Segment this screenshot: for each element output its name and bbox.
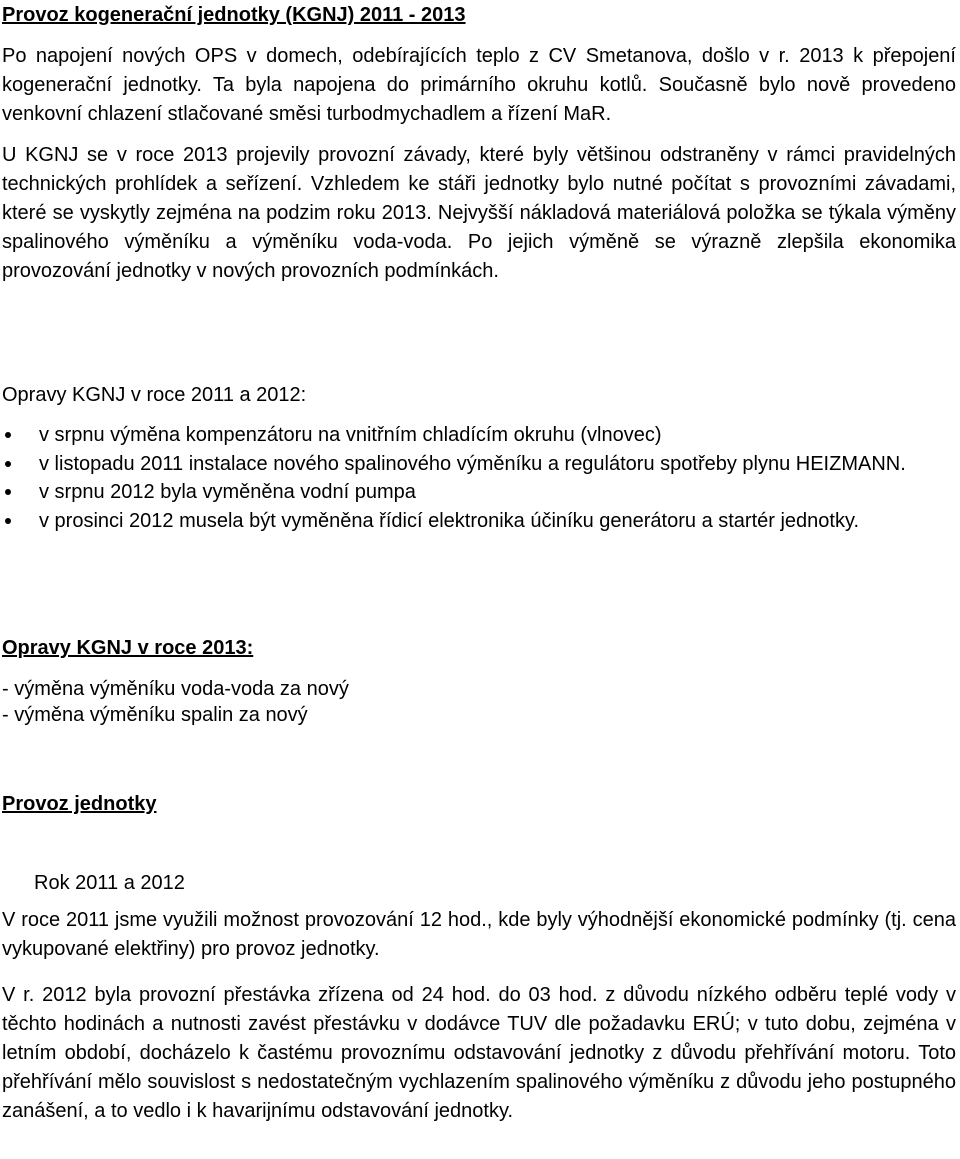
intro-text-1: Po napojení nových OPS v domech, odebírajících teplo z CV Smetanova, došlo v r. 2013 k přepojení kogenerační jednotky. Ta byla napojena do primárního okruhu kotlů. Současně bylo nově provedeno venkovní chlazení stlačované směsi turbodmychadlem a řízení MaR. bbox=[2, 45, 956, 125]
repairs-2011-2012-heading: Opravy KGNJ v roce 2011 a 2012: bbox=[2, 384, 307, 406]
list-item: v srpnu výměna kompenzátoru na vnitřním chladícím okruhu (vlnovec) bbox=[2, 421, 956, 450]
intro-paragraph-1 bbox=[2, 42, 956, 129]
operation-subheading: Rok 2011 a 2012 bbox=[34, 872, 185, 894]
repairs-2013-section bbox=[2, 634, 956, 662]
repairs-2013-list bbox=[2, 676, 956, 728]
repairs-2011-2012-list bbox=[2, 421, 956, 535]
operation-paragraph-1 bbox=[2, 906, 956, 964]
list-item: - výměna výměníku voda-voda za nový bbox=[2, 678, 349, 700]
document-title-block bbox=[2, 1, 956, 29]
operation-text-1: V roce 2011 jsme využili možnost provozování 12 hod., kde byly výhodnější ekonomické podmínky (tj. cena vykupované elektřiny) pro provoz jednotky. bbox=[2, 909, 956, 960]
list-item: v srpnu 2012 byla vyměněna vodní pumpa bbox=[2, 478, 956, 507]
operation-heading: Provoz jednotky bbox=[2, 793, 157, 815]
list-item: v listopadu 2011 instalace nového spalinového výměníku a regulátoru spotřeby plynu HEIZMANN. bbox=[2, 450, 956, 479]
operation-section bbox=[2, 790, 956, 818]
operation-paragraph-2 bbox=[2, 981, 956, 1126]
intro-text-2: U KGNJ se v roce 2013 projevily provozní závady, které byly většinou odstraněny v rámci pravidelných technických prohlídek a seřízení. Vzhledem ke stáři jednotky bylo nutné počítat s provozními závadami, které se vyskytly zejména na podzim roku 2013. Nejvyšší nákladová materiálová položka se týkala výměny spalinového výměníku a výměníku voda-voda. Po jejich výměně se výrazně zlepšila ekonomika provozování jednotky v nových provozních podmínkách. bbox=[2, 144, 956, 282]
operation-text-2: V r. 2012 byla provozní přestávka zřízena od 24 hod. do 03 hod. z důvodu nízkého odběru teplé vody v těchto hodinách a nutnosti zavést přestávku v dodávce TUV dle požadavku ERÚ; v tuto dobu, zejména v letním období, docházelo k častému provoznímu odstavování jednotky z důvodu přehřívání motoru. Toto přehřívání mělo souvislost s nedostatečným vychlazením spalinového výměníku z důvodu jeho postupného zanášení, a to vedlo i k havarijnímu odstavování jednotky. bbox=[2, 984, 956, 1122]
repairs-2011-2012-list-block bbox=[2, 421, 956, 535]
operation-subheading-block bbox=[34, 869, 934, 897]
list-item: v prosinci 2012 musela být vyměněna řídicí elektronika účiníku generátoru a startér jednotky. bbox=[2, 507, 956, 536]
repairs-2011-2012-section bbox=[2, 381, 956, 409]
intro-paragraph-2 bbox=[2, 141, 956, 286]
document-title: Provoz kogenerační jednotky (KGNJ) 2011 - 2013 bbox=[2, 4, 466, 26]
repairs-2013-heading: Opravy KGNJ v roce 2013: bbox=[2, 637, 254, 659]
list-item: - výměna výměníku spalin za nový bbox=[2, 704, 308, 726]
